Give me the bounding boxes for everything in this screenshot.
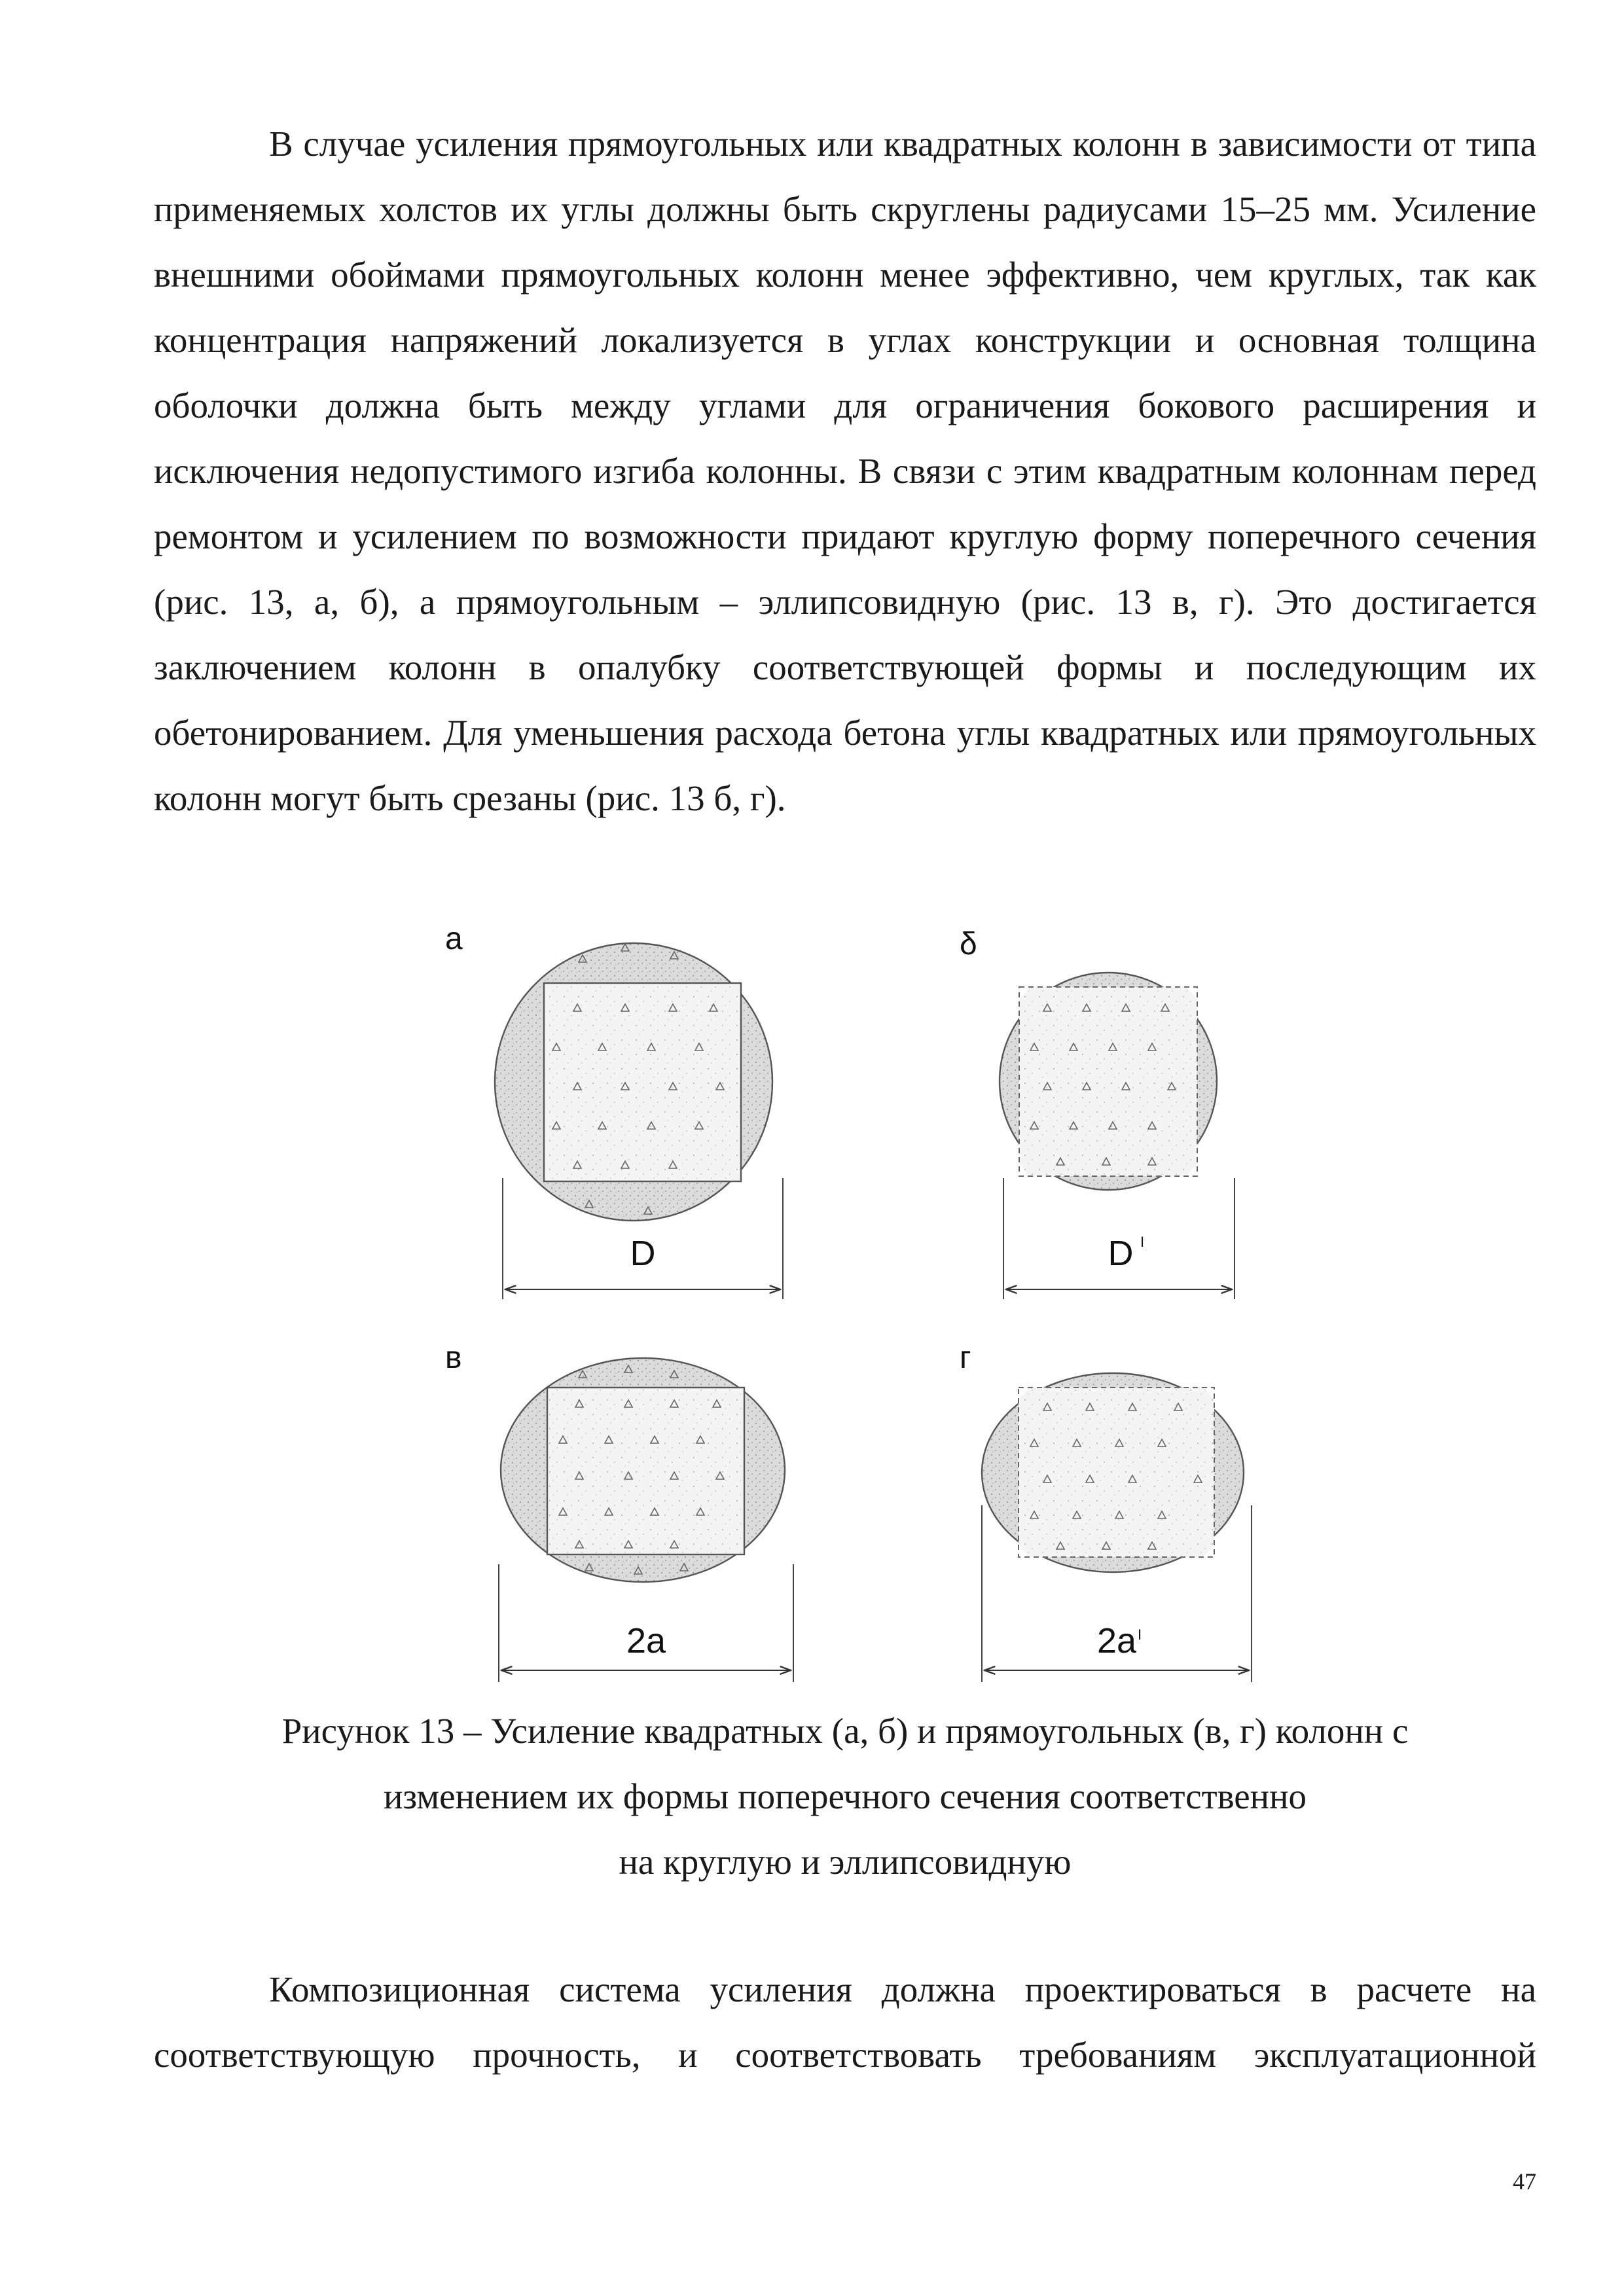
panel-v: [445, 1340, 793, 1682]
panel-g-dimension-label: 2a: [1096, 1621, 1137, 1660]
panel-g: [960, 1340, 1252, 1682]
panel-g-dimension-mark: I: [1138, 1626, 1142, 1643]
panel-b-label: δ: [960, 927, 977, 961]
panel-a: [445, 922, 783, 1299]
panel-a-label: а: [445, 922, 463, 956]
panel-b-dimension: [1003, 1178, 1235, 1299]
figure-caption-line-1: Рисунок 13 – Усиление квадратных (а, б) и прямоугольных (в, г) колонн с: [281, 1711, 1409, 1751]
figure-13: [0, 897, 1624, 1702]
panel-g-cut-core: [1019, 1388, 1214, 1557]
figure-caption-line-3: на круглую и эллипсовидную: [619, 1842, 1072, 1882]
panel-g-label: г: [960, 1340, 971, 1375]
panel-v-label: в: [445, 1340, 462, 1375]
page-number: 47: [1513, 2168, 1536, 2195]
panel-b: [960, 927, 1235, 1299]
panel-b-dimension-label: D: [1108, 1234, 1134, 1273]
panel-b-cut-core: [1019, 987, 1197, 1176]
panel-v-dimension-label: 2a: [626, 1621, 666, 1660]
figure-caption-line-2: изменением их формы поперечного сечения соответственно: [383, 1776, 1307, 1816]
panel-a-dimension-label: D: [630, 1234, 656, 1273]
panel-v-rect-core: [547, 1388, 744, 1554]
body-paragraph-2: Композиционная система усиления должна проектироваться в расчете на соответствующую прочность, и соответствовать требованиям эксплуатационной: [154, 1969, 1536, 2075]
panel-b-dimension-mark: I: [1140, 1234, 1145, 1250]
body-paragraph: В случае усиления прямоугольных или квадратных колонн в зависимости от типа применяемых холстов их углы должны быть скруглены радиусами 15–25 мм. Усиление внешними обоймами прямоугольных колонн менее эффективно, чем круглых, так как концентрация напряжений локализуется в углах конструкции и основная толщина оболочки должна быть между углами для ограничения бокового расширения и исключения недопустимого изгиба колонны. В связи с этим квадратным колоннам перед ремонтом и усилением по возможности придают круглую форму поперечного сечения (рис. 13, а, б), а прямоугольным – эллипсовидную (рис. 13 в, г). Это достигается заключением колонн в опалубку соответствующей формы и последующим их обетонированием. Для уменьшения расхода бетона углы квадратных или прямоугольных колонн могут быть срезаны (рис. 13 б, г).: [154, 124, 1536, 818]
panel-a-square-core: [544, 983, 741, 1181]
